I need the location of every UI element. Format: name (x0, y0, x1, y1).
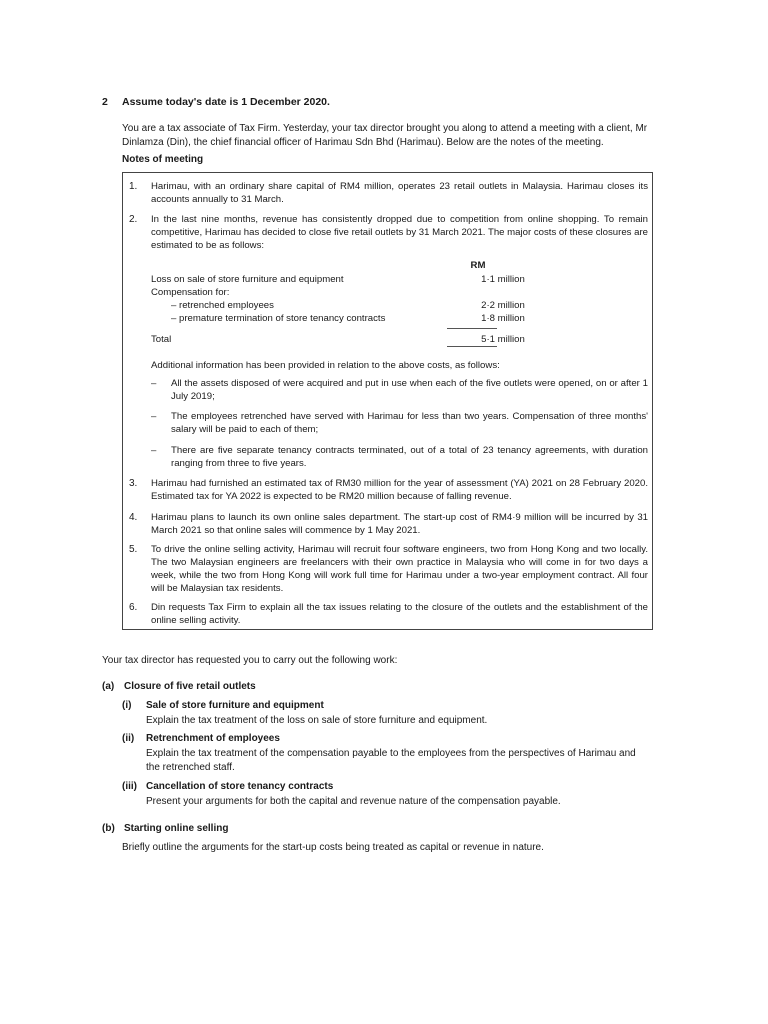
cost-label: Total (151, 334, 172, 345)
note-text: To drive the online selling activity, Harimau will recruit four software engineers, two from Hong Kong and two locally. The two Malaysian engineers are freelancers with their own practice in Malaysia who will come in for two days a week, while the two from Hong Kong will work full time for Harimau under a two-year employment contract. All four will be Malaysian tax residents. (151, 544, 648, 594)
intro-paragraph: You are a tax associate of Tax Firm. Yesterday, your tax director brought you along to attend a meeting with a client, Mr Dinlamza (Din), the chief financial officer of Harimau Sdn Bhd (Harimau). Below are the notes of the meeting. (122, 123, 648, 148)
sub-description: Explain the tax treatment of the loss on sale of store furniture and equipment. (146, 715, 488, 726)
notes-title: Notes of meeting (122, 154, 204, 165)
part-label: (a) (102, 681, 115, 692)
director-request: Your tax director has requested you to carry out the following work: (102, 655, 398, 666)
part-label: (b) (102, 823, 115, 834)
cost-value: 1·8 million (481, 313, 525, 324)
sub-title: Retrenchment of employees (146, 733, 280, 744)
note-text: Harimau plans to launch its own online sales department. The start-up cost of RM4·9 million will be incurred by 31 March 2021 so that online sales will commence by 1 May 2021. (151, 512, 648, 536)
part-a-heading (102, 681, 256, 692)
note-number: 4. (129, 512, 138, 523)
dash-mark: – (151, 445, 157, 456)
sub-description: Explain the tax treatment of the compensation payable to the employees from the perspectives of Harimau and the retrenched staff. (146, 748, 636, 773)
total-rule-top (447, 328, 497, 329)
sub-title: Cancellation of store tenancy contracts (146, 781, 334, 792)
dash-mark: – (151, 378, 157, 389)
cost-value: 1·1 million (481, 274, 525, 285)
cost-value: 5·1 million (481, 334, 525, 345)
sub-description: Present your arguments for both the capital and revenue nature of the compensation payable. (146, 796, 561, 807)
sub-label: (i) (122, 700, 132, 711)
notes-box (122, 172, 653, 630)
currency-header: RM (470, 260, 486, 271)
note-number: 6. (129, 602, 138, 613)
question-heading-text: Assume today's date is 1 December 2020. (122, 96, 330, 108)
cost-label: – retrenched employees (171, 300, 274, 311)
note-number: 2. (129, 214, 138, 225)
sub-label: (iii) (122, 781, 137, 792)
dash-text: There are five separate tenancy contracts terminated, out of a total of 23 tenancy agreements, with duration ranging from three to five years. (171, 445, 648, 469)
note-number: 1. (129, 181, 138, 192)
note-text: In the last nine months, revenue has consistently dropped due to competition from online shopping. To remain competitive, Harimau has decided to close five retail outlets by 31 March 2021. The major costs of these closures are estimated to be as follows: (151, 214, 648, 251)
part-b-heading (102, 823, 228, 834)
note-number: 3. (129, 478, 138, 489)
additional-info-intro: Additional information has been provided in relation to the above costs, as follows: (151, 360, 500, 371)
note-number: 5. (129, 544, 138, 555)
part-title: Starting online selling (124, 823, 229, 834)
question-heading (102, 96, 330, 108)
dash-text: The employees retrenched have served with Harimau for less than two years. Compensation of three months' salary will be paid to each of them; (171, 411, 648, 435)
sub-label: (ii) (122, 733, 135, 744)
cost-label: – premature termination of store tenancy contracts (171, 313, 386, 324)
part-title: Closure of five retail outlets (124, 681, 256, 692)
cost-value: 2·2 million (481, 300, 525, 311)
note-text: Harimau, with an ordinary share capital of RM4 million, operates 23 retail outlets in Malaysia. Harimau closes its accounts annually to 31 March. (151, 181, 648, 205)
part-b-description: Briefly outline the arguments for the start-up costs being treated as capital or revenue in nature. (122, 842, 544, 853)
dash-text: All the assets disposed of were acquired and put in use when each of the five outlets were opened, on or after 1 July 2019; (171, 378, 648, 402)
cost-label: Compensation for: (151, 287, 230, 298)
question-number: 2 (102, 96, 108, 108)
dash-mark: – (151, 411, 157, 422)
cost-label: Loss on sale of store furniture and equipment (151, 274, 344, 285)
note-text: Din requests Tax Firm to explain all the tax issues relating to the closure of the outlets and the establishment of the online selling activity. (151, 602, 648, 626)
sub-title: Sale of store furniture and equipment (146, 700, 324, 711)
total-rule-bottom (447, 346, 497, 347)
note-text: Harimau had furnished an estimated tax of RM30 million for the year of assessment (YA) 2021 on 28 February 2020. Estimated tax for YA 2022 is expected to be RM20 million because of falling revenue. (151, 478, 648, 502)
